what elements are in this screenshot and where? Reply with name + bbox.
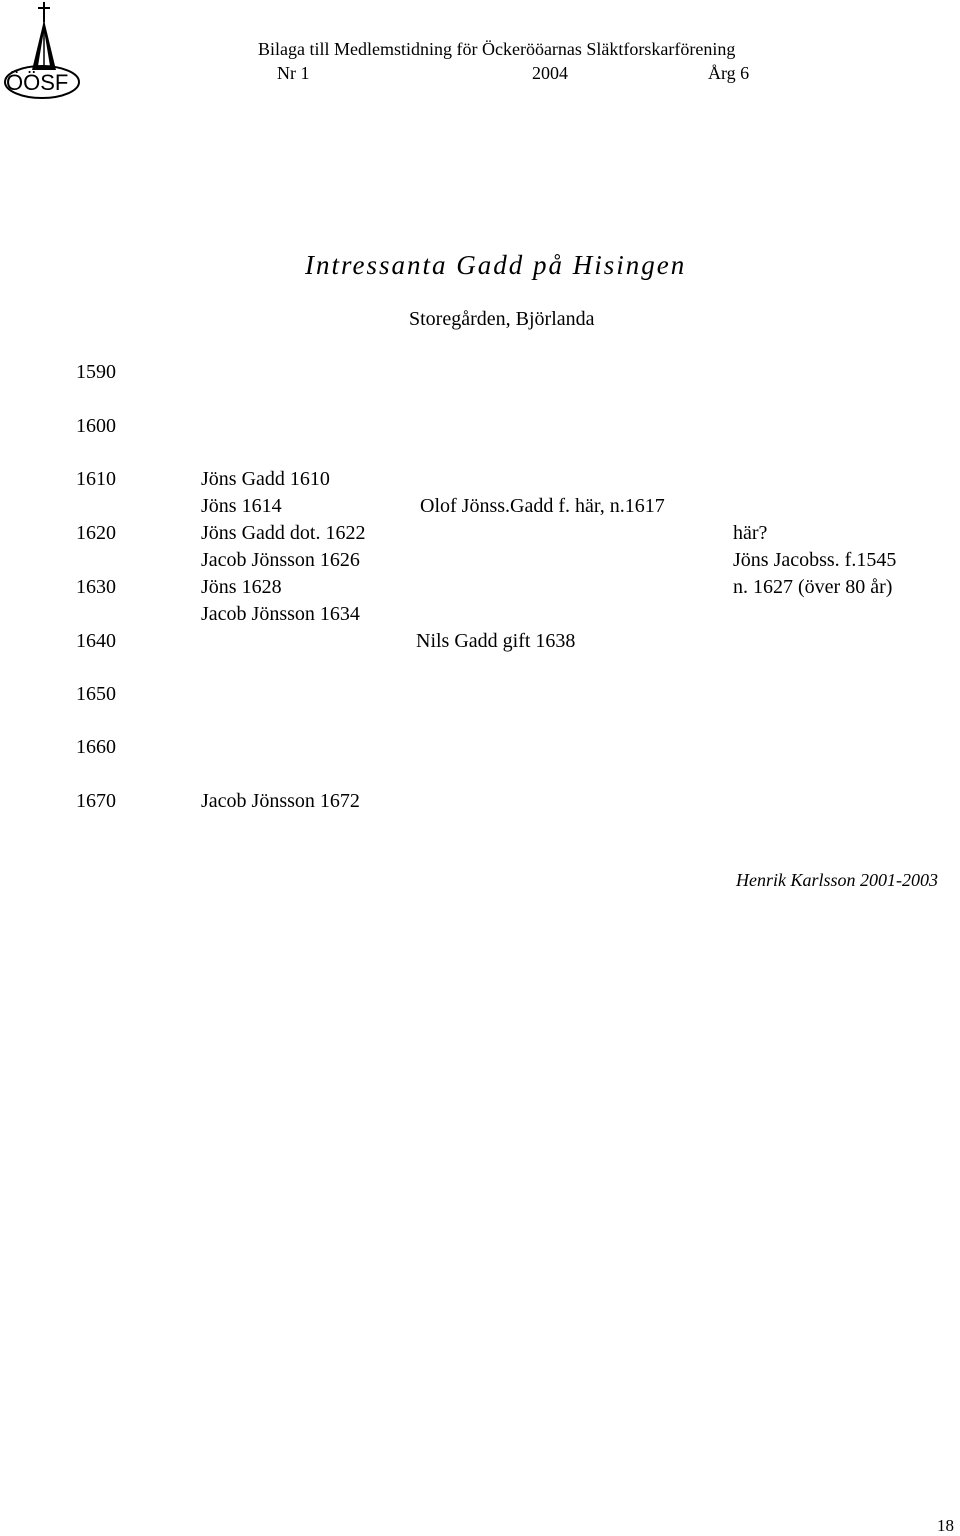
year-label: 1600 bbox=[76, 415, 116, 437]
year-label: 1650 bbox=[76, 683, 116, 705]
page-number: 18 bbox=[937, 1516, 954, 1535]
timeline-entry: Jöns Gadd dot. 1622 bbox=[201, 522, 366, 544]
oosf-logo bbox=[2, 0, 82, 100]
timeline-entry: Jöns Gadd 1610 bbox=[201, 468, 330, 490]
year-label: 1660 bbox=[76, 736, 116, 758]
year-label: 1610 bbox=[76, 468, 116, 490]
timeline-entry: Jöns 1628 bbox=[201, 576, 282, 598]
page-subtitle: Storegården, Björlanda bbox=[409, 308, 595, 330]
issue-year: 2004 bbox=[532, 63, 568, 83]
timeline-entry: Jacob Jönsson 1672 bbox=[201, 790, 360, 812]
year-label: 1630 bbox=[76, 576, 116, 598]
author-credit: Henrik Karlsson 2001-2003 bbox=[736, 870, 938, 890]
year-label: 1620 bbox=[76, 522, 116, 544]
timeline-entry: Jöns 1614 bbox=[201, 495, 282, 517]
page-title: Intressanta Gadd på Hisingen bbox=[305, 250, 687, 280]
timeline-entry: n. 1627 (över 80 år) bbox=[733, 576, 893, 598]
timeline-entry: Jöns Jacobss. f.1545 bbox=[733, 549, 897, 571]
logo-text: ÖÖSF bbox=[6, 70, 69, 95]
timeline-entry: Jacob Jönsson 1634 bbox=[201, 603, 360, 625]
timeline-entry: Jacob Jönsson 1626 bbox=[201, 549, 360, 571]
timeline-entry: Nils Gadd gift 1638 bbox=[416, 630, 576, 652]
publication-title: Bilaga till Medlemstidning för Öckerööarnas Släktforskarförening bbox=[258, 39, 736, 59]
timeline-entry: Olof Jönss.Gadd f. här, n.1617 bbox=[420, 495, 665, 517]
timeline-entry: här? bbox=[733, 522, 768, 544]
year-label: 1590 bbox=[76, 361, 116, 383]
year-label: 1640 bbox=[76, 630, 116, 652]
issue-number: Nr 1 bbox=[277, 63, 310, 83]
volume-label: Årg 6 bbox=[708, 63, 750, 83]
year-label: 1670 bbox=[76, 790, 116, 812]
